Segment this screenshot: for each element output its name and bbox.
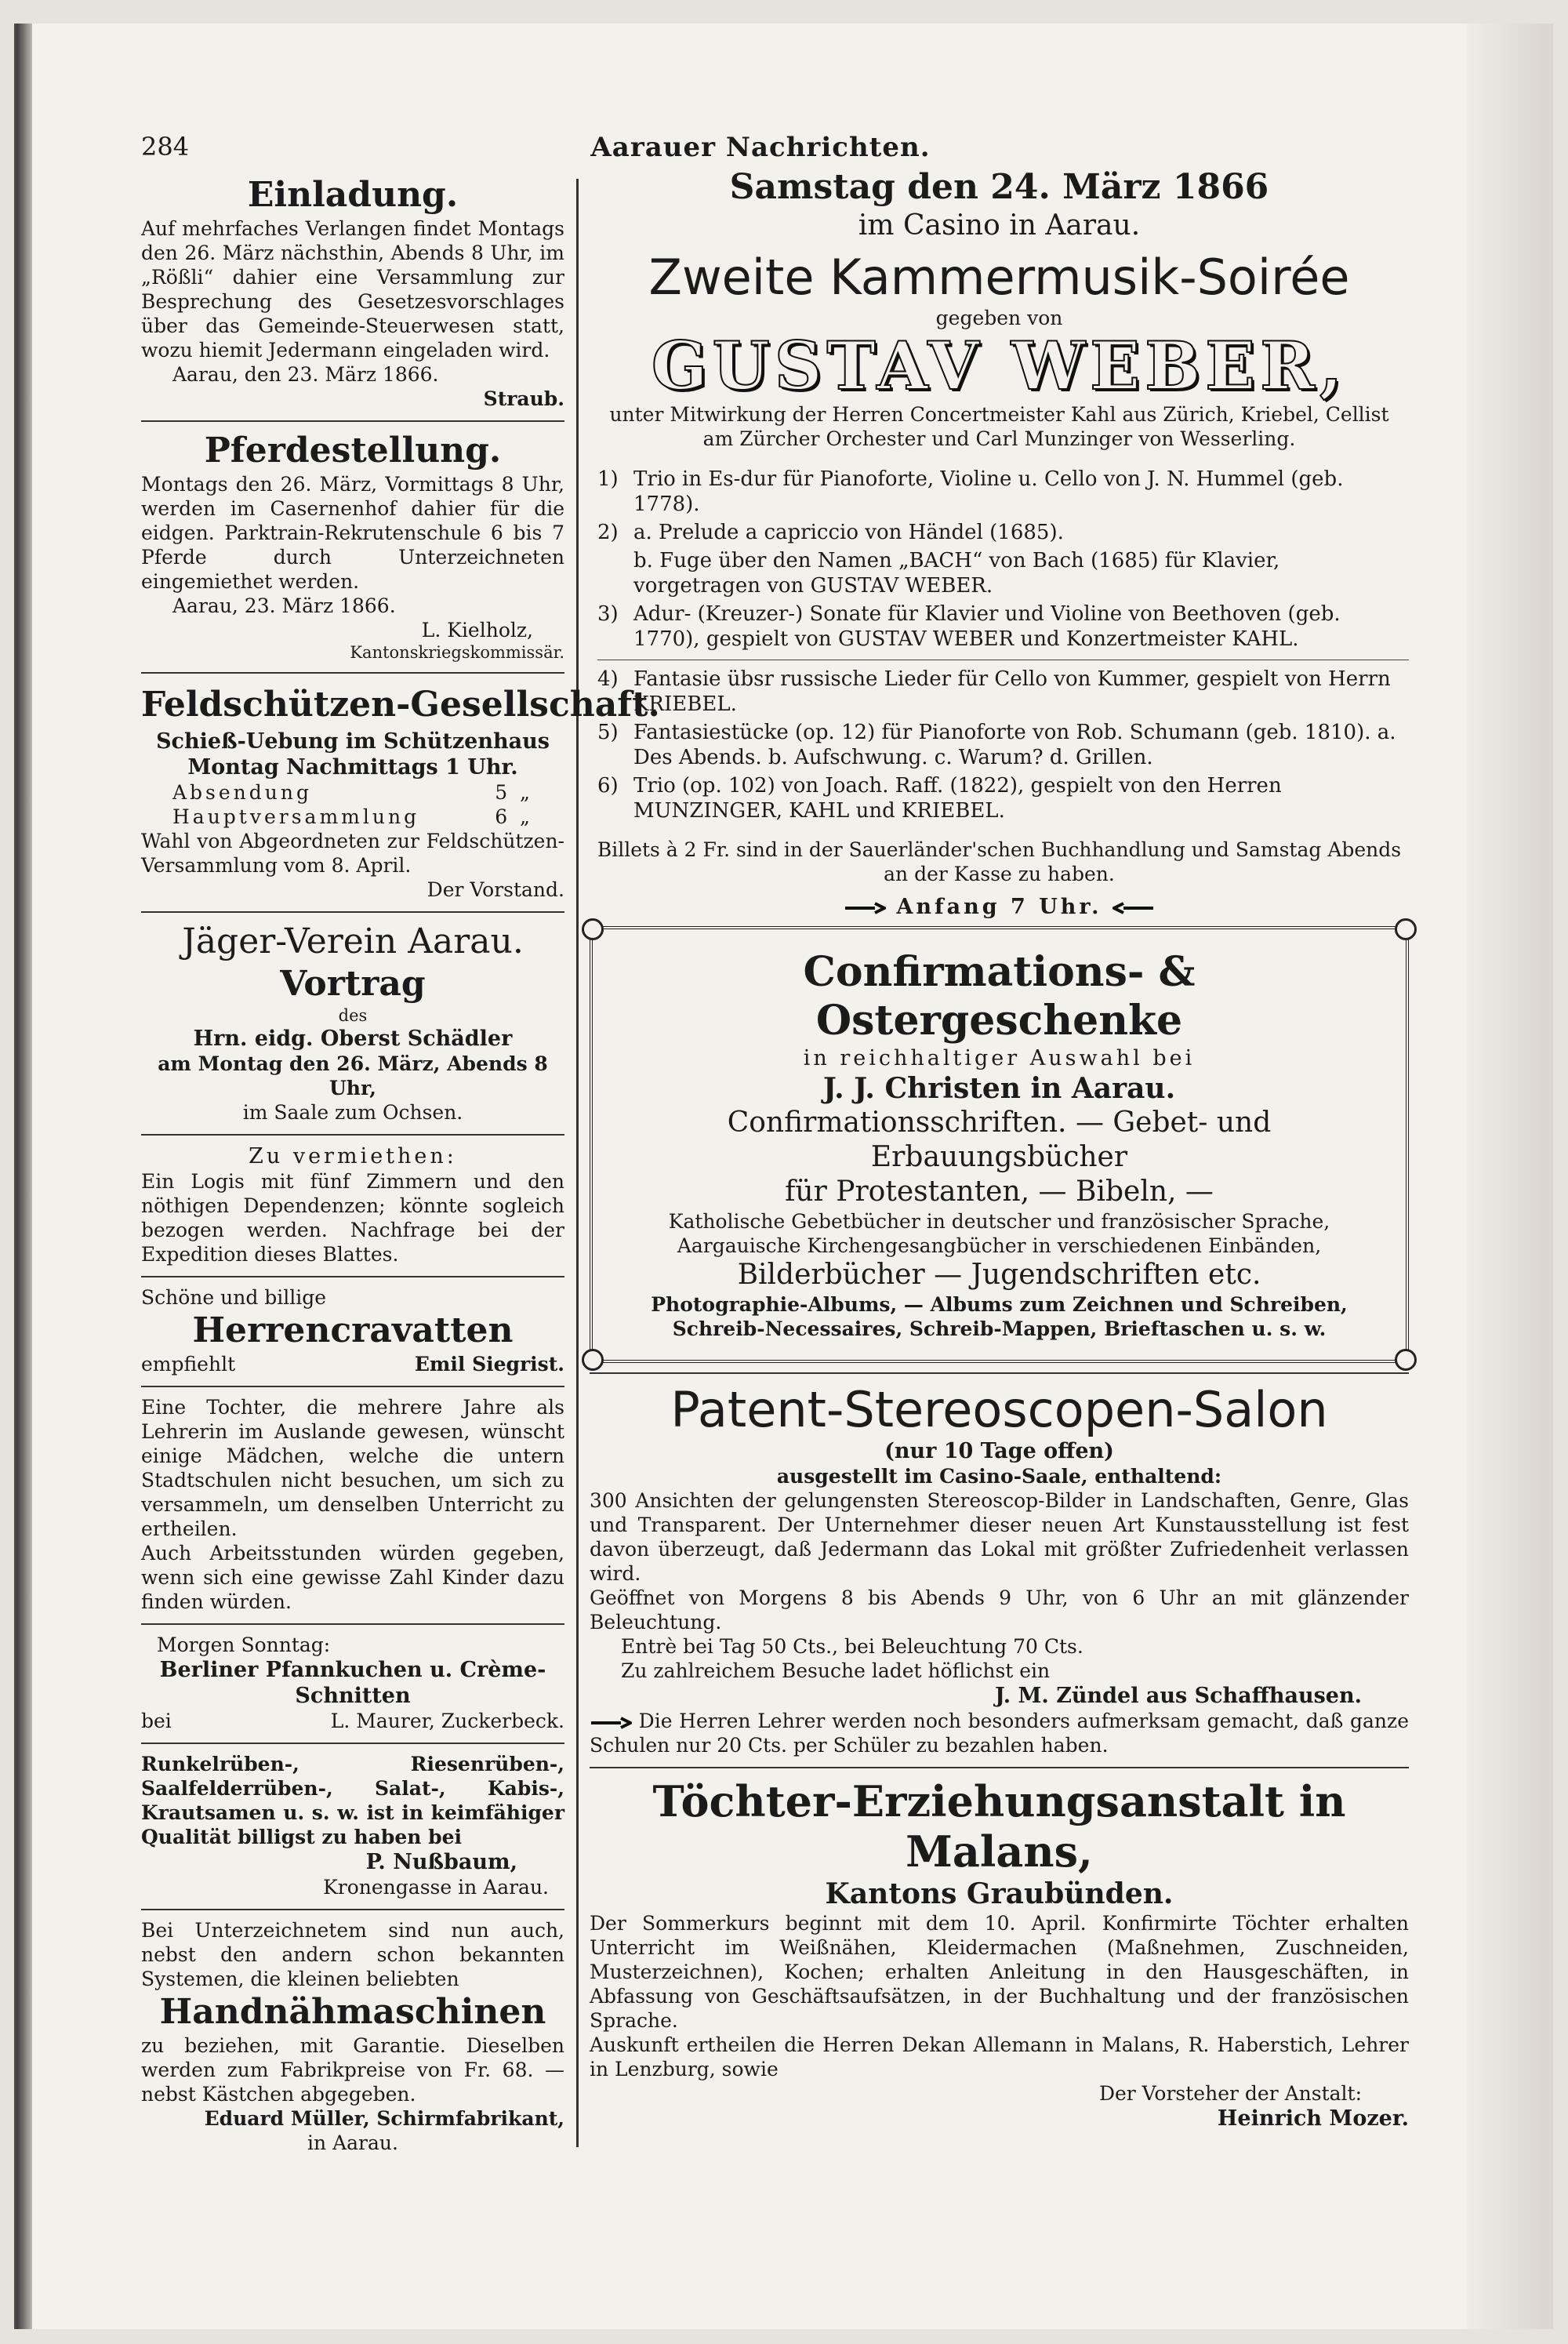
tochter-body2: Auch Arbeitsstunden würden gegeben, wenn sich eine gewisse Zahl Kinder dazu finden würden. bbox=[141, 1542, 564, 1613]
einladung-title: Einladung. bbox=[247, 175, 459, 215]
jaeger-sub: Vortrag bbox=[280, 964, 426, 1004]
concert-billets: Billets à 2 Fr. sind in der Sauerländer'schen Buchhandlung und Samstag Abends an der Kasse zu haben. bbox=[597, 838, 1402, 885]
christen-title: Confirmations- & Ostergeschenke bbox=[803, 948, 1196, 1045]
pfannkuchen-line1: Morgen Sonntag: bbox=[157, 1634, 331, 1656]
program-number: 3) bbox=[597, 602, 619, 626]
program-item bbox=[597, 520, 1409, 545]
ad-tochter bbox=[141, 1395, 564, 1614]
christen-l2: für Protestanten, — Bibeln, — bbox=[785, 1176, 1214, 1208]
page-header bbox=[141, 132, 1380, 171]
frame-ornament bbox=[1395, 918, 1417, 940]
malans-sub: Kantons Graubünden. bbox=[825, 1877, 1174, 1910]
vermiethen-title: Zu vermiethen: bbox=[249, 1144, 457, 1168]
stereo-title: Patent-Stereoscopen-Salon bbox=[670, 1381, 1328, 1438]
tochter-body: Eine Tochter, die mehrere Jahre als Lehrerin im Auslande gewesen, wünscht einige Mädchen, welche die untern Stadtschulen nicht besuchen, um sich zu versammeln, um denselben Unterricht zu ertheilen. bbox=[141, 1396, 564, 1540]
program-text: a. Prelude a capriccio von Händel (1685). bbox=[633, 521, 1064, 544]
rule bbox=[141, 1134, 564, 1136]
pferde-date: Aarau, 23. März 1866. bbox=[172, 594, 396, 617]
einladung-sign: Straub. bbox=[483, 387, 564, 410]
program-item bbox=[597, 667, 1409, 717]
christen-l7: Schreib-Necessaires, Schreib-Mappen, Brieftaschen u. s. w. bbox=[672, 1317, 1327, 1340]
malans-sign2: Heinrich Mozer. bbox=[1217, 2106, 1409, 2131]
feldschuetzen-sign: Der Vorstand. bbox=[426, 878, 564, 901]
program-item bbox=[597, 467, 1409, 517]
left-column bbox=[141, 174, 660, 2155]
program-item bbox=[597, 601, 1409, 652]
jaeger-title: Jäger-Verein Aarau. bbox=[182, 921, 524, 961]
feldschuetzen-line2: Montag Nachmittags 1 Uhr. bbox=[187, 755, 518, 780]
stereo-sub: (nur 10 Tage offen) bbox=[884, 1439, 1114, 1463]
ad-concert bbox=[590, 166, 1409, 920]
rule bbox=[141, 1623, 564, 1625]
samen-name: P. Nußbaum, bbox=[365, 1850, 517, 1874]
naehmaschinen-name: Eduard Müller, Schirmfabrikant, bbox=[204, 2107, 564, 2130]
samen-body: Runkelrüben-, Riesenrüben-, Saalfelderrüben-, Salat-, Kabis-, Krautsamen u. s. w. ist in keimfähiger Qualität billigst zu haben bei bbox=[141, 1753, 564, 1848]
pfannkuchen-sign-row bbox=[141, 1709, 564, 1733]
stereo-entry: Entrè bei Tag 50 Cts., bei Beleuchtung 70 Cts. bbox=[621, 1635, 1083, 1658]
ad-pfannkuchen bbox=[141, 1633, 564, 1733]
concert-artist: GUSTAV WEBER, bbox=[651, 327, 1348, 405]
cravatten-name: Emil Siegrist. bbox=[414, 1353, 564, 1376]
pfannkuchen-line2: Berliner Pfannkuchen u. Crème- bbox=[159, 1658, 546, 1682]
jaeger-when: am Montag den 26. März, Abends 8 Uhr, bbox=[158, 1052, 548, 1099]
malans-body: Der Sommerkurs beginnt mit dem 10. April. Konfirmirte Töchter erhalten Unterricht im Weißnähen, Kleidermachen (Maßnehmen, Zuschneiden, Musterzeichnen), Kochen; erhalten Anleitung in den Hausgeschäften, in Abfassung von Geschäftsaufsätzen, in der Buchhaltung und der französischen Sprache. bbox=[590, 1912, 1409, 2032]
column-divider bbox=[576, 179, 579, 2147]
samen-addr: Kronengasse in Aarau. bbox=[323, 1876, 549, 1899]
christen-l5: Bilderbücher — Jugendschriften etc. bbox=[737, 1259, 1261, 1291]
frame-ornament bbox=[1395, 1349, 1417, 1371]
concert-assist1: unter Mitwirkung der Herren Concertmeister Kahl aus Zürich, Kriebel, Cellist bbox=[609, 403, 1389, 426]
cravatten-title: Herrencravatten bbox=[192, 1310, 514, 1350]
feldschuetzen-line1: Schieß-Uebung im Schützenhaus bbox=[156, 729, 550, 754]
ad-jaeger-verein bbox=[141, 921, 564, 1125]
stereo-body: 300 Ansichten der gelungensten Stereoscop-Bilder in Landschaften, Genre, Glas und Transparent. Der Unternehmer dieser neuen Art Kunstausstellung ist fest davon überzeugt, daß Jedermann das Lokal mit größter Zufriedenheit verlassen wird. bbox=[590, 1489, 1409, 1585]
pointing-hand-icon bbox=[844, 900, 886, 916]
pferde-sign-title: Kantonskriegskommissär. bbox=[350, 643, 564, 662]
naehmaschinen-place: in Aarau. bbox=[307, 2131, 398, 2154]
ad-cravatten bbox=[141, 1285, 564, 1376]
concert-anfang: Anfang 7 Uhr. bbox=[896, 895, 1102, 919]
right-column bbox=[590, 166, 1409, 2131]
concert-program bbox=[597, 467, 1409, 823]
ad-stereoscopen bbox=[590, 1382, 1409, 1757]
ad-naehmaschinen bbox=[141, 1918, 564, 2155]
concert-assist2: am Zürcher Orchester und Carl Munzinger von Wesserling. bbox=[702, 427, 1296, 450]
pfannkuchen-name: L. Maurer, Zuckerbeck. bbox=[330, 1710, 564, 1732]
malans-title: Töchter-Erziehungsanstalt in Malans, bbox=[652, 1776, 1346, 1877]
binding-shadow bbox=[16, 24, 32, 2329]
christen-l4: Aargauische Kirchengesangbücher in verschiedenen Einbänden, bbox=[677, 1234, 1322, 1257]
program-text: Trio in Es-dur für Pianoforte, Violine u. Cello von J. N. Hummel (geb. 1778). bbox=[633, 467, 1344, 516]
naehmaschinen-body2: zu beziehen, mit Garantie. Dieselben werden zum Fabrikpreise von Fr. 68. — nebst Kästchen abgegeben. bbox=[141, 2034, 564, 2106]
christen-name: J. J. Christen in Aarau. bbox=[822, 1072, 1176, 1105]
christen-sub: in reichhaltiger Auswahl bei bbox=[803, 1046, 1196, 1070]
ad-samen bbox=[141, 1752, 564, 1899]
stereo-open: Geöffnet von Morgens 8 bis Abends 9 Uhr, von 6 Uhr an mit glänzender Beleuchtung. bbox=[590, 1586, 1409, 1634]
pfannkuchen-line3: Schnitten bbox=[295, 1684, 411, 1708]
program-number: 6) bbox=[597, 774, 619, 798]
rule bbox=[141, 1743, 564, 1744]
stereo-sub2: ausgestellt im Casino-Saale, enthaltend: bbox=[776, 1465, 1222, 1488]
ad-feldschuetzen bbox=[141, 681, 660, 902]
christen-l6: Photographie-Albums, — Albums zum Zeichnen und Schreiben, bbox=[651, 1293, 1348, 1316]
jaeger-where: im Saale zum Ochsen. bbox=[242, 1101, 463, 1124]
frame-ornament bbox=[582, 1349, 604, 1371]
rule bbox=[590, 1372, 1409, 1374]
program-number: 1) bbox=[597, 467, 619, 491]
cravatten-sign-row bbox=[141, 1352, 564, 1376]
pferde-title: Pferdestellung. bbox=[204, 431, 502, 471]
row-label: Absendung bbox=[172, 781, 312, 804]
concert-date: Samstag den 24. März 1866 bbox=[729, 167, 1269, 207]
pointing-hand-icon bbox=[1112, 900, 1155, 916]
rule bbox=[590, 1767, 1409, 1768]
cravatten-pre: Schöne und billige bbox=[141, 1286, 327, 1309]
feldschuetzen-title-a: Feldschützen- bbox=[141, 685, 411, 725]
pferde-body: Montags den 26. März, Vormittags 8 Uhr, werden im Casernenhof dahier für die eidgen. Parktrain-Rekrutenschule 6 bis 7 Pferde durch Unterzeichneten eingemiethet werden. bbox=[141, 473, 564, 593]
program-item bbox=[597, 720, 1409, 770]
feldschuetzen-row2 bbox=[141, 805, 564, 829]
program-text: Trio (op. 102) von Joach. Raff. (1822), gespielt von den Herren MUNZINGER, KAHL und KRIEBEL. bbox=[633, 774, 1282, 823]
program-text: Fantasie übsr russische Lieder für Cello von Kummer, gespielt von Herrn KRIEBEL. bbox=[633, 667, 1391, 716]
program-item bbox=[597, 548, 1409, 598]
pointing-hand-icon bbox=[590, 1715, 632, 1731]
rule bbox=[141, 1386, 564, 1387]
feldschuetzen-line3: Wahl von Abgeordneten zur Feldschützen-Versammlung vom 8. April. bbox=[141, 830, 564, 877]
row-label: Hauptversammlung bbox=[172, 805, 420, 828]
feldschuetzen-title-b: Gesellschaft. bbox=[410, 685, 660, 725]
program-number: 4) bbox=[597, 667, 619, 691]
rule bbox=[141, 1276, 564, 1277]
pferde-sign: L. Kielholz, bbox=[421, 619, 533, 641]
program-number: 5) bbox=[597, 721, 619, 744]
newspaper-title: Aarauer Nachrichten. bbox=[590, 132, 931, 163]
einladung-date: Aarau, den 23. März 1866. bbox=[172, 363, 439, 386]
concert-title: Zweite Kammermusik-Soirée bbox=[648, 249, 1350, 306]
stereo-name: J. M. Zündel aus Schaffhausen. bbox=[995, 1684, 1362, 1708]
program-text: Adur- (Kreuzer-) Sonate für Klavier und Violine von Beethoven (geb. 1770), gespielt von GUSTAV WEBER und Konzertmeister KAHL. bbox=[633, 602, 1341, 651]
rule bbox=[141, 1909, 564, 1910]
naehmaschinen-body: Bei Unterzeichnetem sind nun auch, nebst den andern schon bekannten Systemen, die kleinen beliebten bbox=[141, 1919, 564, 1990]
row-value: 5 „ bbox=[495, 781, 533, 804]
ad-christen-frame bbox=[590, 926, 1409, 1363]
row-value: 6 „ bbox=[495, 805, 533, 828]
malans-body2: Auskunft ertheilen die Herren Dekan Allemann in Malans, R. Haberstich, Lehrer in Lenzburg, sowie bbox=[590, 2033, 1409, 2081]
concert-place: im Casino in Aarau. bbox=[858, 209, 1141, 242]
page-edge bbox=[1467, 24, 1553, 2329]
concert-anfang-row bbox=[590, 894, 1409, 920]
ad-vermiethen bbox=[141, 1143, 564, 1266]
malans-sign1: Der Vorsteher der Anstalt: bbox=[1098, 2082, 1362, 2105]
ad-einladung bbox=[141, 174, 564, 411]
feldschuetzen-row1 bbox=[141, 780, 564, 805]
ad-malans bbox=[590, 1776, 1409, 2131]
program-number bbox=[597, 548, 633, 598]
stereo-invite: Zu zahlreichem Besuche ladet höflichst ein bbox=[621, 1659, 1051, 1682]
naehmaschinen-title: Handnähmaschinen bbox=[159, 1992, 546, 2032]
feldschuetzen-heading bbox=[141, 681, 660, 729]
concert-given: gegeben von bbox=[935, 307, 1063, 329]
program-text: b. Fuge über den Namen „BACH“ von Bach (1685) für Klavier, vorgetragen von GUSTAV WEBER. bbox=[633, 549, 1280, 598]
ad-pferdestellung bbox=[141, 430, 564, 663]
page-number: 284 bbox=[141, 132, 190, 162]
stereo-note-row bbox=[590, 1709, 1409, 1757]
rule bbox=[141, 911, 564, 913]
jaeger-des: des bbox=[338, 1006, 368, 1025]
rule bbox=[141, 420, 564, 422]
program-text: Fantasiestücke (op. 12) für Pianoforte von Rob. Schumann (geb. 1810). a. Des Abends. b. Aufschwung. c. Warum? d. Grillen. bbox=[633, 721, 1396, 769]
program-item bbox=[597, 773, 1409, 823]
frame-ornament bbox=[582, 918, 604, 940]
pfannkuchen-bei: bei bbox=[141, 1710, 172, 1732]
christen-l1: Confirmationsschriften. — Gebet- und Erbauungsbücher bbox=[727, 1107, 1272, 1173]
stereo-note: Die Herren Lehrer werden noch besonders aufmerksam gemacht, daß ganze Schulen nur 20 Cts. per Schüler zu bezahlen haben. bbox=[590, 1710, 1409, 1757]
jaeger-name: Hrn. eidg. Oberst Schädler bbox=[193, 1027, 513, 1051]
rule bbox=[141, 672, 564, 674]
vermiethen-body: Ein Logis mit fünf Zimmern und den nöthigen Dependenzen; könnte sogleich bezogen werden. Nachfrage bei der Expedition dieses Blattes. bbox=[141, 1170, 564, 1266]
einladung-body: Auf mehrfaches Verlangen findet Montags den 26. März nächsthin, Abends 8 Uhr, im „Rößli“ dahier eine Versammlung zur Besprechung des Gesetzesvorschlages über das Gemeinde-Steuerwesen statt, wozu hiemit Jedermann eingeladen wird. bbox=[141, 217, 564, 362]
christen-l3: Katholische Gebetbücher in deutscher und französischer Sprache, bbox=[668, 1210, 1330, 1233]
cravatten-emp: empfiehlt bbox=[141, 1353, 236, 1376]
program-number: 2) bbox=[597, 521, 619, 544]
